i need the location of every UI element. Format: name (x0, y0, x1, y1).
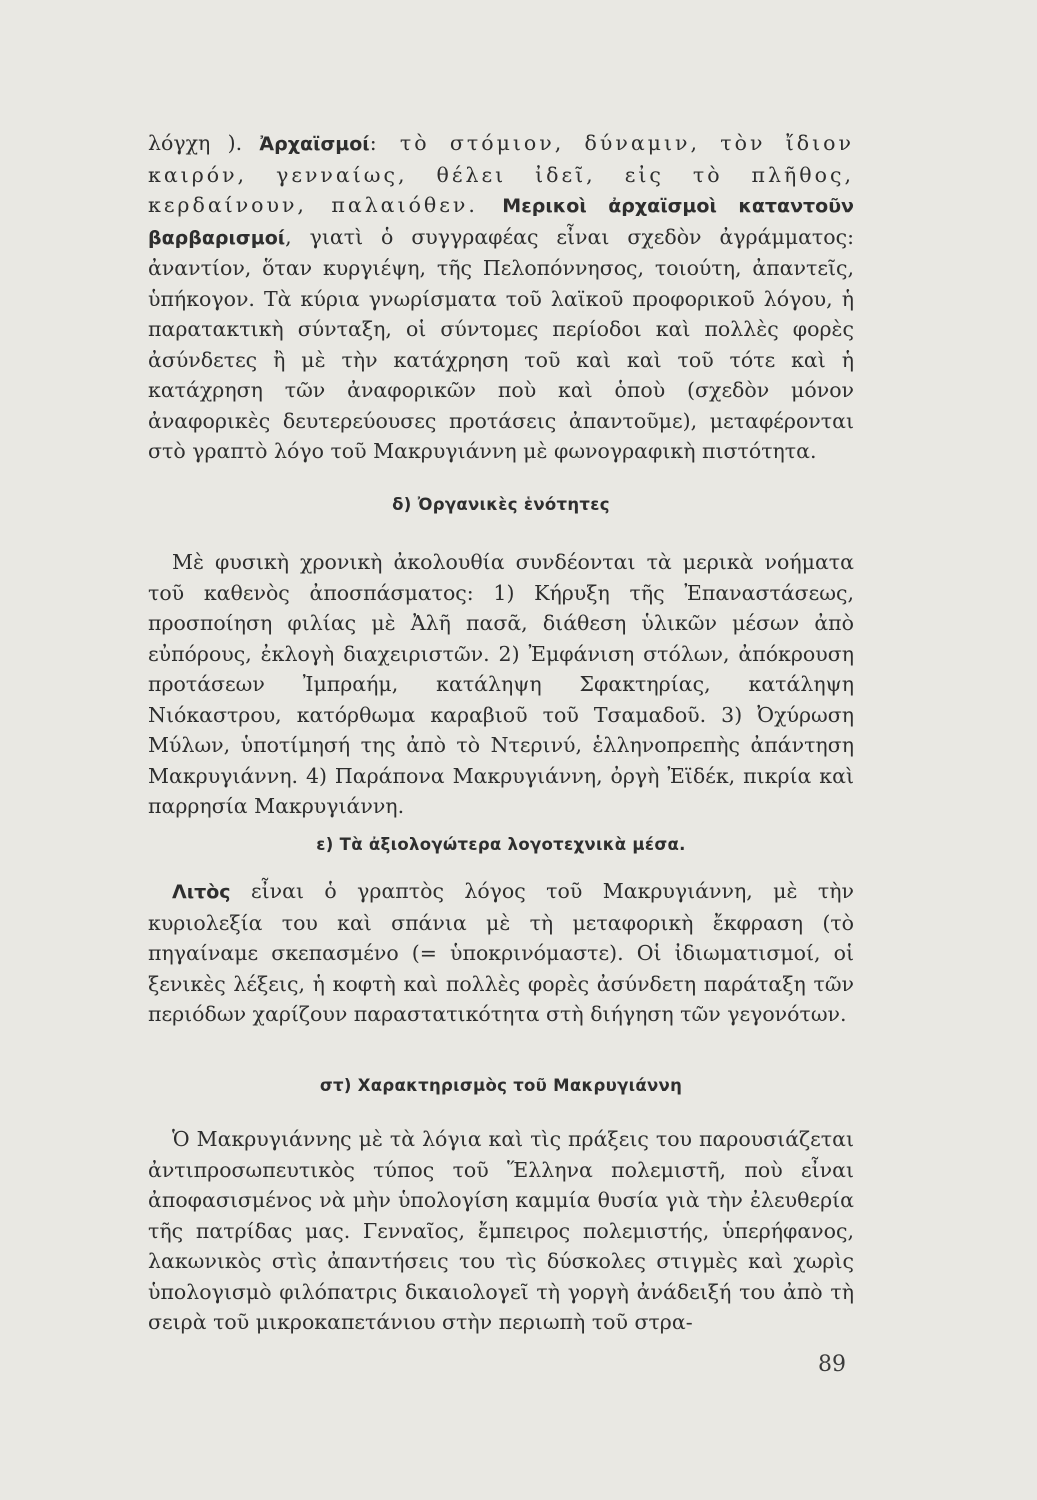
paragraph-literary-means (148, 876, 854, 1030)
paragraph-characterization: Ὁ Μακρυγιάννης μὲ τὰ λόγια καὶ τὶς πράξεις του παρουσιάζεται ἀντιπροσωπευτικὸς τύπος τοῦ Ἕλληνα πολεμιστῆ, ποὺ εἶναι ἀποφασισμένος νὰ μὴν ὑπολογίση καμμία θυσία γιὰ τὴν ἐλευθερία τῆς πατρίδας μας. Γενναῖος, ἔμπειρος πολεμιστής, ὑπερήφανος, λακωνικὸς στὶς ἀπαντήσεις του τὶς δύσκολες στιγμὲς καὶ χωρὶς ὑπολογισμὸ φιλόπατρις δικαιολογεῖ τὴ γοργὴ ἀνάδειξή του ἀπὸ τὴ σειρὰ τοῦ μικροκαπετάνιου στὴν περιωπὴ τοῦ στρα- (148, 1127, 854, 1334)
text-segment: Τὰ κύρια γνωρίσματα τοῦ λαϊκοῦ προφορικοῦ λόγου, ἡ παρατακτικὴ σύνταξη, οἱ σύντομες περίοδοι καὶ πολλὲς φορὲς ἀσύνδετες ἢ μὲ τὴν κατάχρηση τοῦ καὶ καὶ τοῦ τότε καὶ ἡ κατάχρηση τῶν ἀναφορικῶν ποὺ καὶ ὁποὺ (σχεδὸν μόνον ἀναφορικὲς δευτερεύουσες προτάσεις ἀπαντοῦμε), μεταφέρονται στὸ γραπτὸ λόγο τοῦ Μακρυγιάννη μὲ φωνογραφικὴ πιστότητα. (148, 286, 854, 463)
bold-term-archaisms: Ἀρχαϊσμοί (259, 133, 370, 155)
page-number: 89 (818, 1352, 846, 1377)
text-segment: : τὸ στόμιον, δύναμιν, τὸν ἴδιον καιρόν, γενναίως, θέλει ἰδεῖ, εἰς τὸ πλῆθος, κερδαίνουν, παλαιόθεν. (148, 131, 854, 217)
text-segment: λόγχη ). (148, 131, 260, 155)
bold-term-litos: Λιτὸς (172, 881, 231, 903)
paragraph-organic-units: Μὲ φυσικὴ χρονικὴ ἀκολουθία συνδέονται τὰ μερικὰ νοήματα τοῦ καθενὸς ἀποσπάσματος: 1) Κήρυξη τῆς Ἐπαναστάσεως, προσποίηση φιλίας μὲ Ἀλῆ πασᾶ, διάθεση ὑλικῶν μέσων ἀπὸ εὐπόρους, ἐκλογὴ διαχειριστῶν. 2) Ἐμφάνιση στόλων, ἀπόκρουση προτάσεων Ἰμπραήμ, κατάληψη Σφακτηρίας, κατάληψη Νιόκαστρου, κατόρθωμα καραβιοῦ τοῦ Τσαμαδοῦ. 3) Ὀχύρωση Μύλων, ὑποτίμησή της ἀπὸ τὸ Ντερινύ, ἑλληνοπρεπὴς ἀπάντηση Μακρυγιάννη. 4) Παράπονα Μακρυγιάννη, ὀργὴ Ἐϊδέκ, πικρία καὶ παρρησία Μακρυγιάννη. (148, 550, 854, 818)
section-heading-st: στ) Χαρακτηρισμὸς τοῦ Μακρυγιάννη (319, 1076, 683, 1095)
paragraph-archaisms (148, 128, 854, 467)
bold-term-barbarisms: Μερικοὶ ἀρχαϊσμοὶ καταντοῦν βαρβαρισμοί (148, 195, 854, 249)
section-heading-delta: δ) Ὀργανικὲς ἑνότητες (392, 495, 610, 514)
text-segment: , γιατὶ ὁ συγγραφέας εἶναι σχεδὸν ἀγράμματος: ἀναντίον, ὅταν κυργιέψη, τῆς Πελοπόννησος, τοιούτη, ἀπαντεῖς, ὑπήκογον. (148, 224, 854, 311)
text-segment: εἶναι ὁ γραπτὸς λόγος τοῦ Μακρυγιάννη, μὲ τὴν κυριολεξία του καὶ σπάνια μὲ τὴ μεταφορικὴ ἔκφραση (τὸ πηγαίναμε σκεπασμένο (= ὑποκρινόμαστε). Οἱ ἰδιωματισμοί, οἱ ξενικὲς λέξεις, ἡ κοφτὴ καὶ πολλὲς φορὲς ἀσύνδετη παράταξη τῶν περιόδων χαρίζουν παραστατικότητα στὴ διήγηση τῶν γεγονότων. (148, 879, 854, 1026)
section-heading-epsilon: ε) Τὰ ἀξιολογώτερα λογοτεχνικὰ μέσα. (316, 835, 686, 854)
